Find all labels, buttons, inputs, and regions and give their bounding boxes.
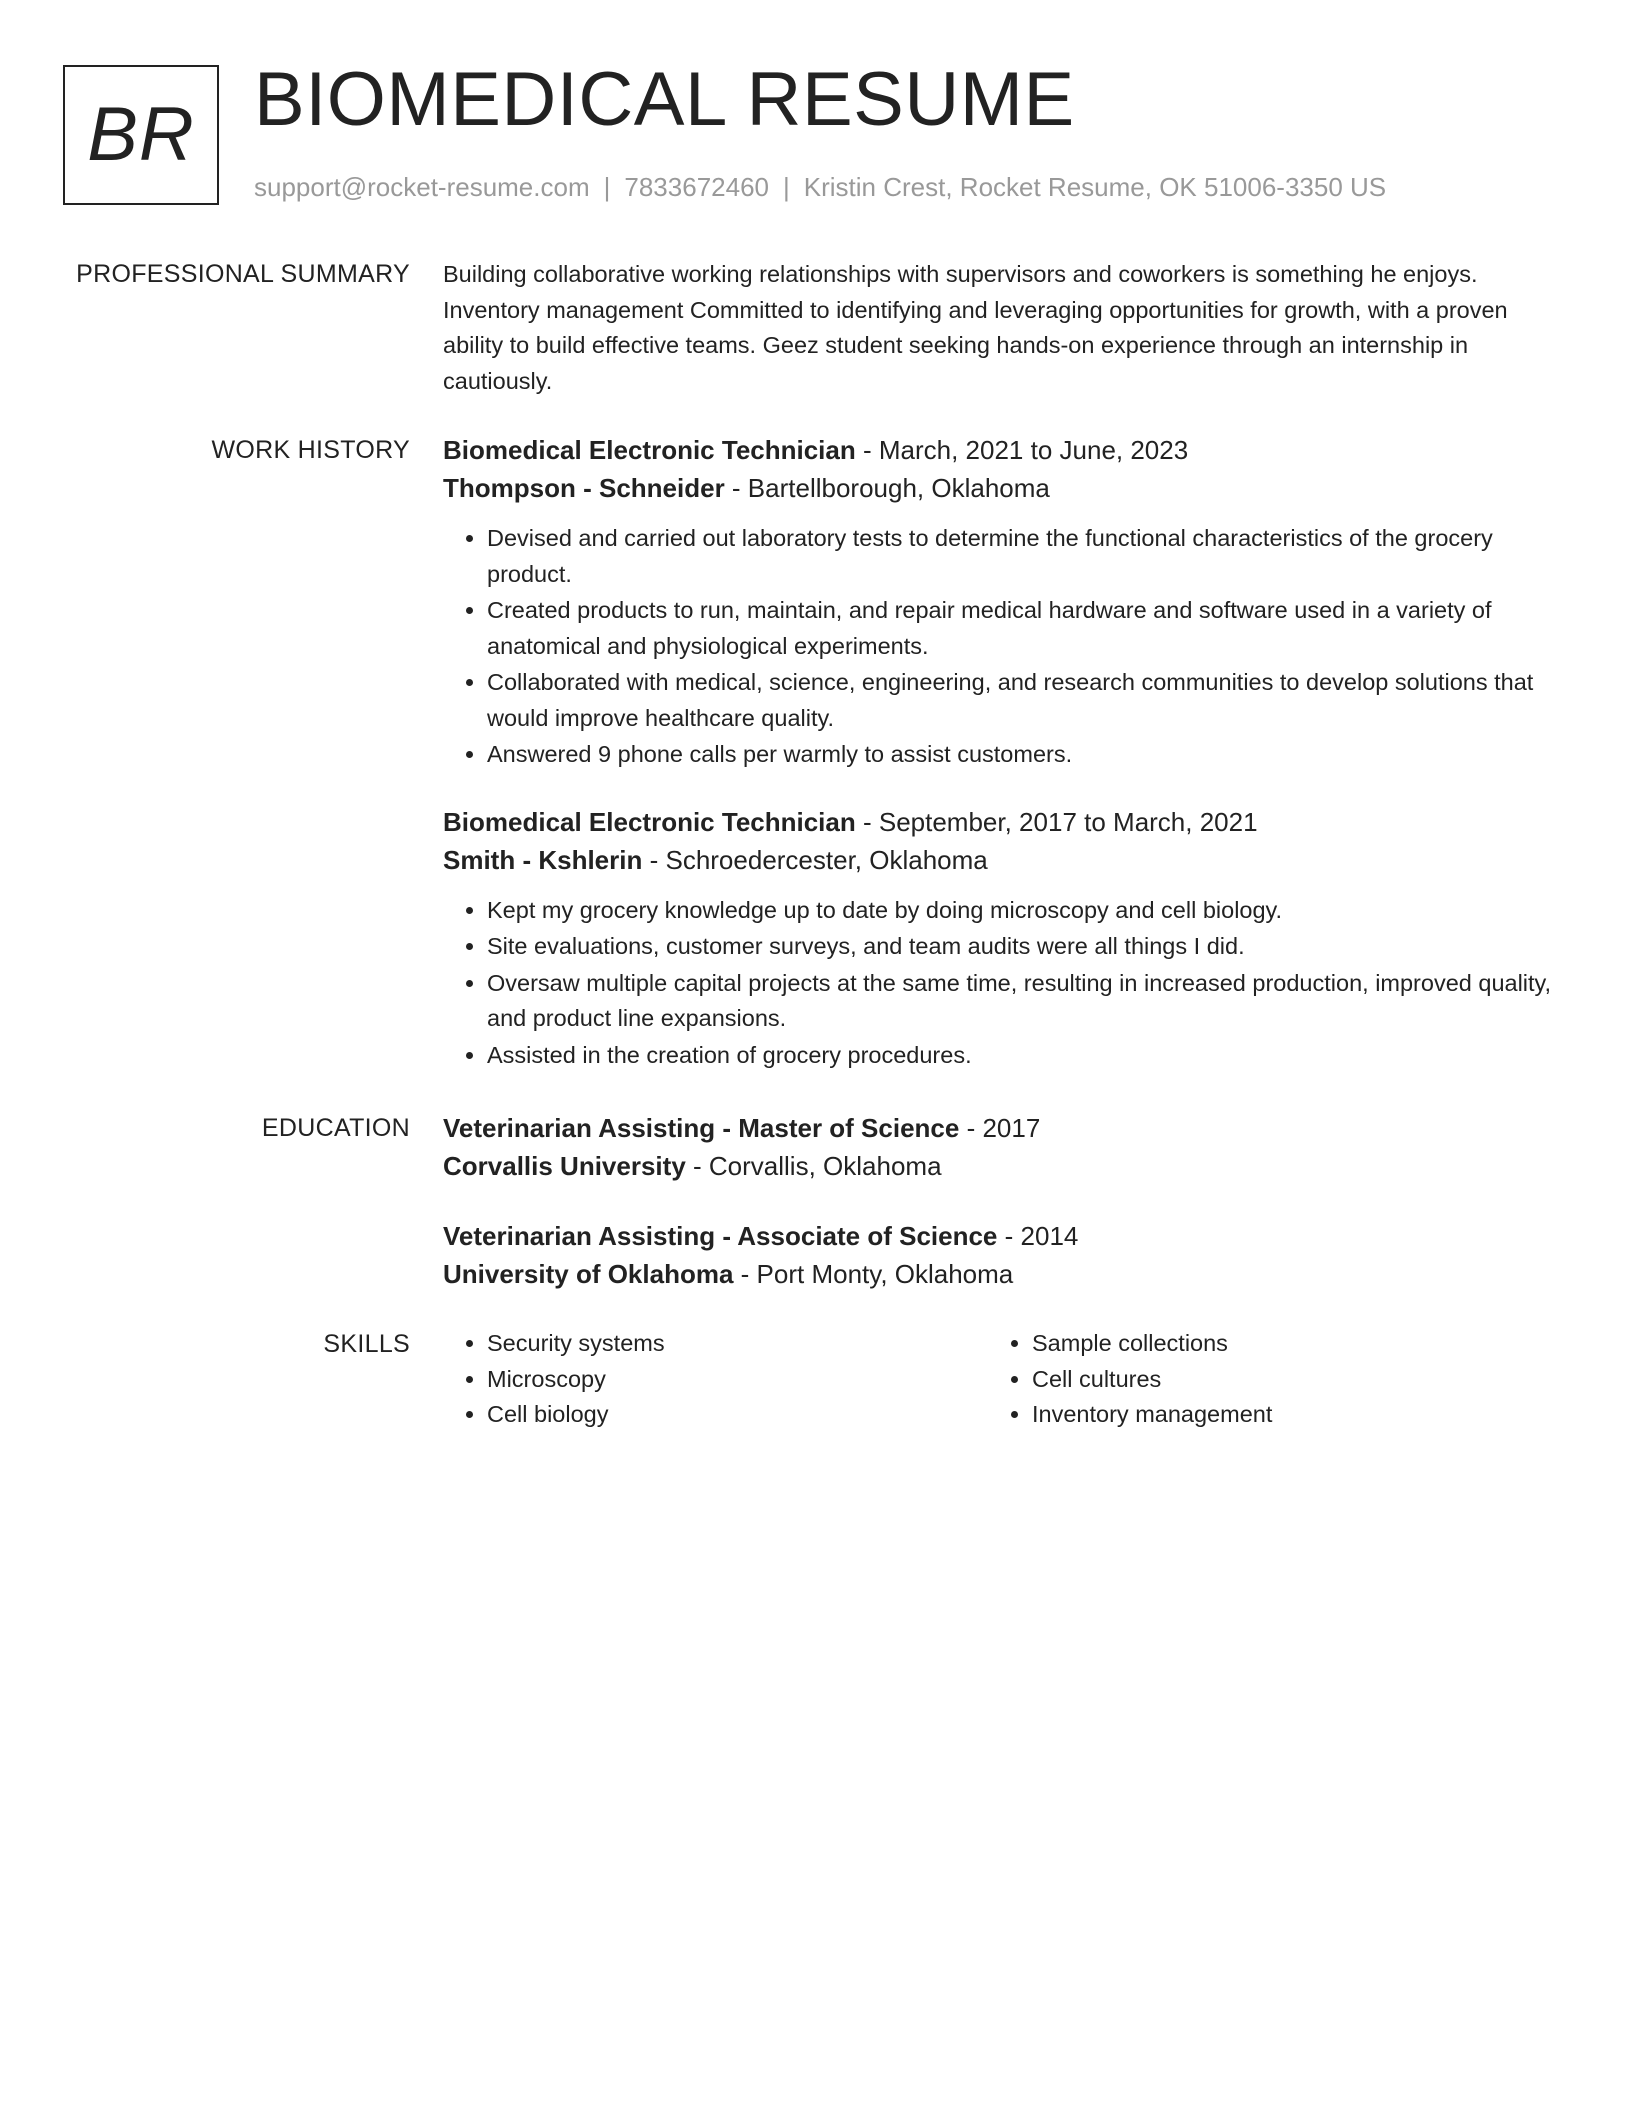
- degree-line: [443, 1109, 1563, 1147]
- school-location: - Corvallis, Oklahoma: [693, 1151, 942, 1181]
- job-bullet: • Assisted in the creation of grocery procedures.: [487, 1038, 1563, 1074]
- degree: Veterinarian Assisting - Associate of Science: [443, 1221, 998, 1251]
- skill-item: • Sample collections: [1032, 1326, 1533, 1362]
- section-label-skills: SKILLS: [323, 1330, 410, 1358]
- job-dates: - September, 2017 to March, 2021: [862, 806, 1258, 837]
- education-entry: [443, 1217, 1563, 1293]
- job-title-line: [443, 431, 1563, 469]
- skill-item: • Cell biology: [487, 1397, 988, 1433]
- section-label-work-history: WORK HISTORY: [211, 436, 410, 464]
- job-bullet: • Created products to run, maintain, and repair medical hardware and software used in a variety of anatomical and physiological experiments.: [487, 593, 1563, 664]
- school: University of Oklahoma: [443, 1259, 734, 1289]
- job-entry: [443, 431, 1563, 773]
- job-bullet: • Site evaluations, customer surveys, and team audits were all things I did.: [487, 929, 1563, 965]
- skills-list: [443, 1326, 988, 1433]
- section-label-summary: PROFESSIONAL SUMMARY: [76, 260, 410, 288]
- skills-list: [988, 1326, 1533, 1433]
- degree-line: [443, 1217, 1563, 1255]
- job-title: Biomedical Electronic Technician: [443, 806, 856, 837]
- skill-item: • Security systems: [487, 1326, 988, 1362]
- section-label-education: EDUCATION: [261, 1114, 410, 1142]
- school-line: [443, 1147, 1563, 1185]
- job-location: - Schroedercester, Oklahoma: [649, 844, 988, 875]
- contact-address: Kristin Crest, Rocket Resume, OK 51006-3350 US: [803, 172, 1387, 202]
- job-location: - Bartellborough, Oklahoma: [731, 473, 1050, 503]
- job-bullet: • Devised and carried out laboratory tests to determine the functional characteristics of the grocery product.: [487, 521, 1563, 592]
- education-entry: [443, 1109, 1563, 1185]
- degree: Veterinarian Assisting - Master of Science: [443, 1113, 960, 1143]
- contact-separator: |: [783, 172, 790, 202]
- degree-year: - 2017: [966, 1113, 1041, 1143]
- job-bullet: • Oversaw multiple capital projects at the same time, resulting in increased production, improved quality, and product line expansions.: [487, 966, 1563, 1037]
- school-location: - Port Monty, Oklahoma: [740, 1259, 1014, 1289]
- job-title-line: [443, 803, 1563, 841]
- monogram-box: [63, 65, 219, 205]
- job-dates: - March, 2021 to June, 2023: [862, 435, 1189, 465]
- summary-section: [443, 257, 1563, 399]
- job-company-line: [443, 469, 1563, 507]
- job-company-line: [443, 841, 1563, 879]
- job-bullet: • Collaborated with medical, science, engineering, and research communities to develop solutions that would improve healthcare quality.: [487, 665, 1563, 736]
- contact-line: [254, 172, 1386, 203]
- degree-year: - 2014: [1004, 1221, 1079, 1251]
- job-bullets: [443, 893, 1563, 1074]
- contact-separator: |: [603, 172, 611, 202]
- job-bullet: • Kept my grocery knowledge up to date by doing microscopy and cell biology.: [487, 893, 1563, 929]
- job-entry: [443, 803, 1563, 1074]
- skill-item: • Inventory management: [1032, 1397, 1533, 1433]
- job-bullet: • Answered 9 phone calls per warmly to assist customers.: [487, 737, 1563, 773]
- job-company: Thompson - Schneider: [443, 473, 725, 503]
- monogram-initials: BR: [87, 92, 195, 177]
- skill-item: • Cell cultures: [1032, 1362, 1533, 1398]
- job-title: Biomedical Electronic Technician: [443, 435, 856, 465]
- school: Corvallis University: [443, 1151, 686, 1181]
- skills-section: [443, 1326, 1563, 1433]
- summary-text: Building collaborative working relationships with supervisors and coworkers is something he enjoys. Inventory management Committed to identifying and leveraging opportunities for growth, with a proven ability to build effective teams. Geez student seeking hands-on experience through an internship in cautiously.: [443, 261, 1508, 394]
- skills-column-right: [988, 1326, 1533, 1433]
- school-line: [443, 1255, 1563, 1293]
- skills-column-left: [443, 1326, 988, 1433]
- skills-grid: [443, 1326, 1563, 1433]
- contact-phone: 7833672460: [624, 172, 769, 202]
- work-history-section: [443, 431, 1563, 1103]
- contact-email: support@rocket-resume.com: [254, 172, 590, 202]
- skill-item: • Microscopy: [487, 1362, 988, 1398]
- job-company: Smith - Kshlerin: [443, 844, 643, 875]
- job-bullets: [443, 521, 1563, 773]
- resume-title: BIOMEDICAL RESUME: [254, 57, 1075, 142]
- education-section: [443, 1109, 1563, 1325]
